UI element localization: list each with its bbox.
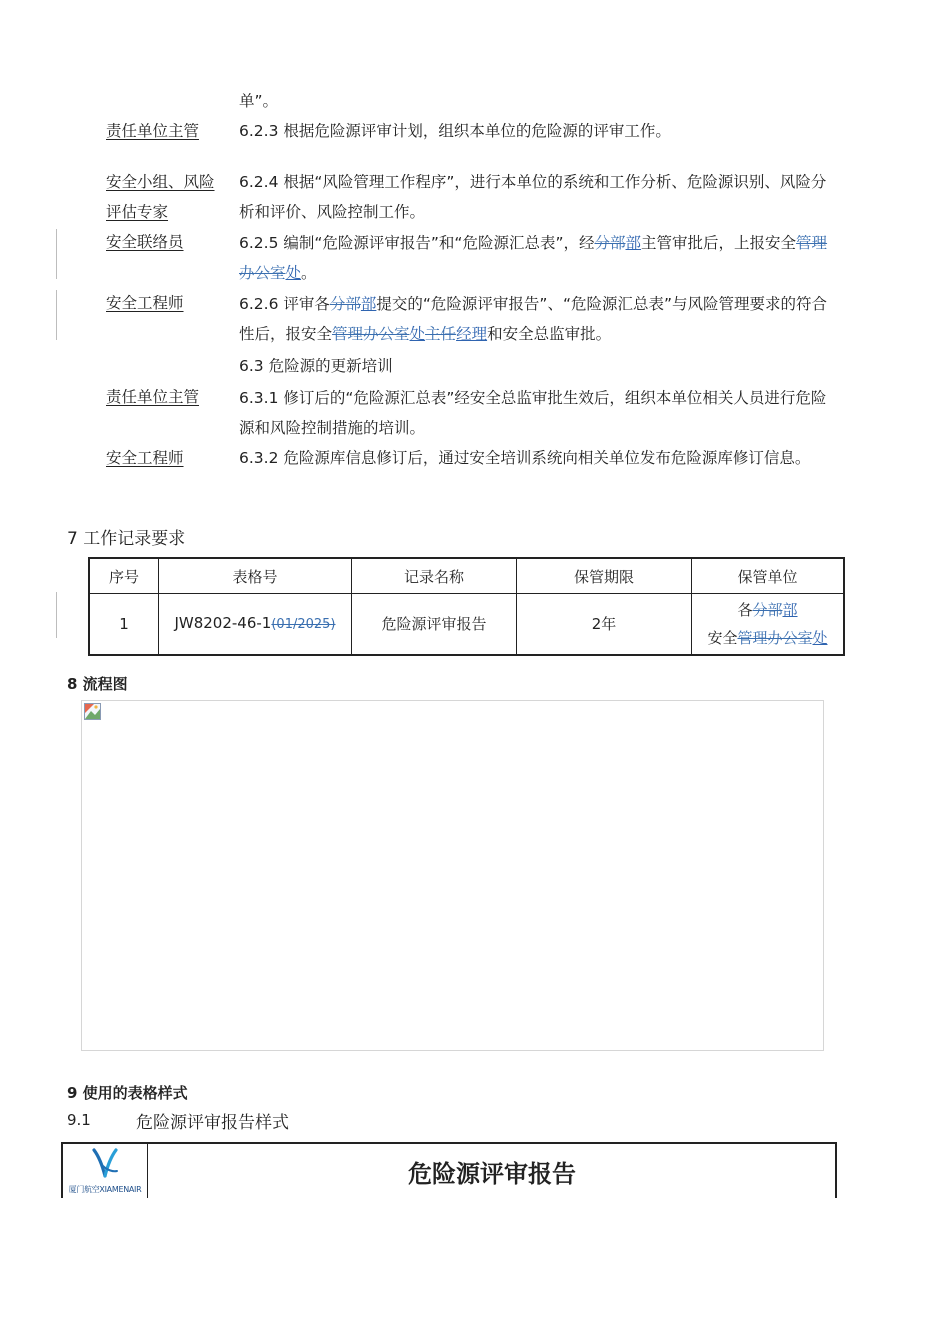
step-text: 和安全总监审批。 (487, 325, 612, 343)
step-6-2-6 (239, 289, 839, 349)
step-text: 主管审批后，上报安全 (641, 234, 797, 252)
deleted-text: 管理办公室 (737, 629, 813, 647)
subsection-number: 9.1 (67, 1111, 91, 1129)
role-responsible-unit-supervisor: 责任单位主管 (106, 388, 200, 406)
table-row (89, 594, 844, 656)
section-7-heading: 7 工作记录要求 (67, 529, 186, 549)
airline-logo-icon (91, 1148, 119, 1180)
inserted-text: 经理 (456, 325, 488, 343)
section-9-heading: 9 使用的表格样式 (67, 1084, 188, 1102)
step-continuation: 单”。 (239, 92, 279, 110)
header-retention: 保管期限 (517, 558, 692, 594)
deleted-text: (01/2025) (271, 617, 336, 632)
inserted-text: 处 (409, 325, 426, 343)
role-responsible-unit-supervisor: 责任单位主管 (106, 122, 200, 140)
cell-custodian (692, 594, 845, 656)
inserted-text: 处 (812, 629, 828, 647)
logo-cell (63, 1144, 148, 1198)
deleted-text: 管理办公室 (332, 325, 410, 343)
subsection-title: 危险源评审报告样式 (136, 1113, 289, 1133)
role-safety-engineer: 安全工程师 (106, 294, 184, 312)
inserted-text: 部 (625, 234, 642, 252)
step-6-2-3: 6.2.3 根据危险源评审计划，组织本单位的危险源的评审工作。 (239, 122, 671, 140)
header-custodian: 保管单位 (692, 558, 845, 594)
header-form-no: 表格号 (159, 558, 352, 594)
cell-record-name: 危险源评审报告 (352, 594, 517, 656)
flowchart-image-placeholder (81, 700, 824, 1051)
role-safety-liaison: 安全联络员 (106, 233, 184, 251)
deleted-text: 主任 (425, 325, 457, 343)
header-record-name: 记录名称 (352, 558, 517, 594)
step-text: 。 (301, 264, 317, 282)
form-title: 危险源评审报告 (408, 1160, 576, 1188)
step-6-2-4: 6.2.4 根据“风险管理工作程序”，进行本单位的系统和工作分析、危险源识别、风险分析和评价、风险控制工作。 (239, 173, 827, 221)
table-header-row (89, 558, 844, 594)
section-8-heading: 8 流程图 (67, 675, 128, 693)
role-safety-engineer: 安全工程师 (106, 449, 184, 467)
cell-no: 1 (89, 594, 159, 656)
unit-text: 安全 (707, 629, 738, 647)
logo-text: 厦门航空XIAMENAIR (68, 1185, 142, 1194)
header-no: 序号 (89, 558, 159, 594)
deleted-text: 管理办公室 (239, 234, 828, 282)
step-text: 6.2.5 编制“危险源评审报告”和“危险源汇总表”，经 (239, 234, 595, 252)
step-6-2-5 (239, 228, 839, 288)
step-text: 提交的“危险源评审报告”、“危险源汇总表”与风险管理要求的符合性后，报安全 (239, 295, 828, 343)
change-bar (56, 592, 57, 638)
deleted-text: 分部 (594, 234, 626, 252)
role-line-2: 评估专家 (106, 203, 169, 221)
deleted-text: 分部 (752, 601, 783, 619)
cell-retention: 2年 (517, 594, 692, 656)
inserted-text: 处 (285, 264, 302, 282)
inserted-text: 部 (360, 295, 377, 313)
cell-form-no (159, 594, 352, 656)
step-text: 6.2.6 评审各 (239, 295, 330, 313)
deleted-text: 分部 (329, 295, 361, 313)
role-line-1: 安全小组、风险 (106, 173, 215, 191)
role-safety-team (106, 167, 215, 227)
form-header-preview (61, 1142, 837, 1198)
change-bar (56, 229, 57, 279)
work-records-table (88, 557, 845, 656)
unit-text: 各 (737, 601, 753, 619)
subsection-6-3: 6.3 危险源的更新培训 (239, 357, 393, 375)
step-6-3-1: 6.3.1 修订后的“危险源汇总表”经安全总监审批生效后，组织本单位相关人员进行危险源和风险控制措施的培训。 (239, 389, 827, 437)
change-bar (56, 290, 57, 340)
inserted-text: 部 (782, 601, 798, 619)
step-6-3-2: 6.3.2 危险源库信息修订后，通过安全培训系统向相关单位发布危险源库修订信息。 (239, 449, 811, 467)
broken-image-icon (84, 703, 101, 720)
form-number: JW8202-46-1 (174, 614, 272, 632)
